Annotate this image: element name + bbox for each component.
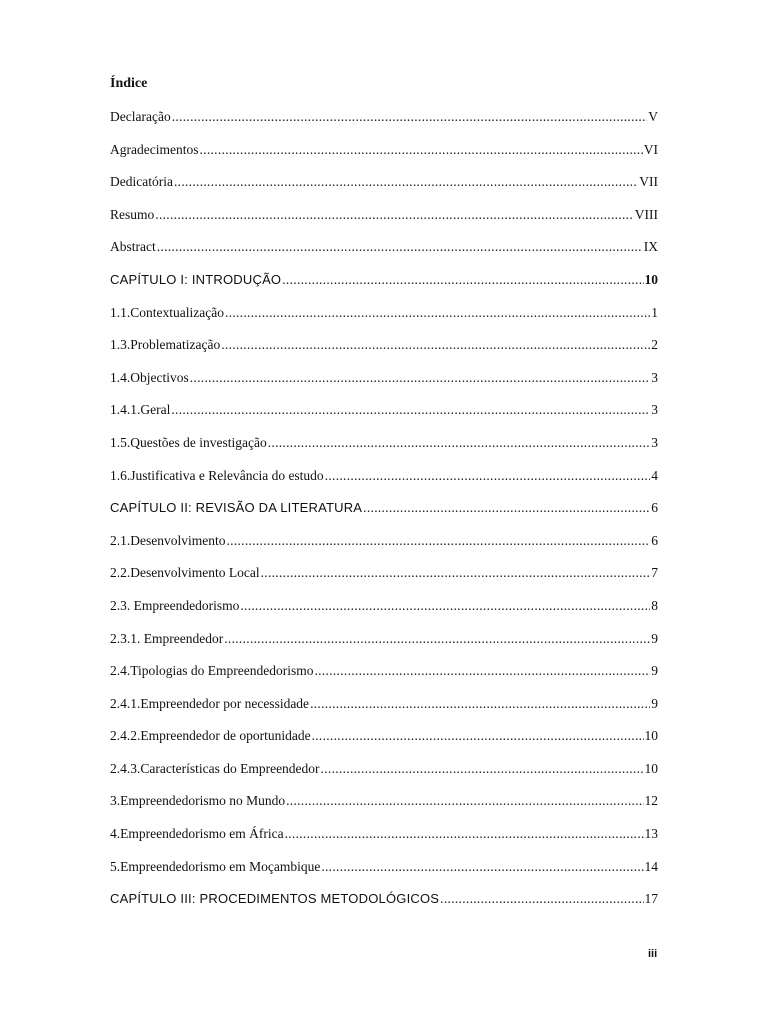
toc-entry-page-number: 4 [651,467,658,483]
toc-entry[interactable] [110,858,658,891]
toc-entry-label: 1.5.Questões de investigação [110,434,267,450]
toc-title: Índice [110,76,148,91]
toc-entry-page-number: 12 [644,793,658,809]
toc-entry[interactable] [110,108,658,141]
toc-entry-page-number: VIII [634,206,658,222]
toc-entry[interactable] [110,369,658,402]
toc-dot-leader [224,630,650,648]
toc-entry-label: 2.4.2.Empreendedor de oportunidade [110,728,311,744]
toc-dot-leader [363,499,650,517]
toc-dot-leader [226,532,650,550]
toc-entry-label: 1.4.1.Geral [110,402,171,418]
toc-dot-leader [225,304,650,322]
toc-entry[interactable] [110,304,658,337]
toc-entry[interactable] [110,630,658,663]
toc-entry-page-number: 8 [651,597,658,613]
toc-entry-label: 5.Empreendedorismo em Moçambique [110,858,321,874]
toc-entry[interactable] [110,564,658,597]
toc-dot-leader [282,271,643,289]
toc-entry-label: 4.Empreendedorismo em África [110,826,284,842]
toc-entry-label: Declaração [110,109,171,124]
toc-entry-page-number: 7 [651,565,658,581]
toc-entry-page-number: 14 [644,858,658,874]
toc-entry[interactable] [110,662,658,695]
toc-entry[interactable] [110,695,658,728]
toc-dot-leader [321,760,644,778]
toc-dot-leader [174,173,638,191]
toc-dot-leader [440,890,643,908]
toc-dot-leader [190,369,651,387]
toc-dot-leader [199,141,642,159]
toc-entry-page-number: IX [643,239,658,255]
toc-entry-page-number: VII [639,174,658,190]
toc-entry[interactable] [110,760,658,793]
toc-entry-page-number: 10 [644,271,658,287]
toc-entry-label: 2.4.Tipologias do Empreendedorismo [110,663,314,679]
toc-entry-label: Agradecimentos [110,141,199,157]
toc-entry-label: Resumo [110,206,155,222]
toc-entry[interactable] [110,271,658,304]
toc-entry[interactable] [110,238,658,271]
toc-entry-page-number: 3 [651,369,658,385]
toc-dot-leader [221,336,650,354]
toc-entry-page-number: 10 [644,728,658,744]
toc-entry-label: 2.2.Desenvolvimento Local [110,565,260,581]
toc-entry-page-number: 10 [644,760,658,776]
toc-entry[interactable] [110,499,658,532]
toc-dot-leader [172,108,648,126]
toc-entry-label: 2.4.1.Empreendedor por necessidade [110,695,310,711]
toc-entry-page-number: 1 [651,304,658,320]
toc-entry-page-number: 9 [651,630,658,646]
toc-entry[interactable] [110,825,658,858]
toc-entry[interactable] [110,727,658,760]
toc-entry-page-number: 2 [651,337,658,353]
toc-entry[interactable] [110,890,658,923]
toc-entry-label: CAPÍTULO I: INTRODUÇÃO [110,271,282,287]
toc-entry[interactable] [110,467,658,500]
toc-entry-label: 2.3.1. Empreendedor [110,630,224,646]
toc-entry-page-number: 17 [644,891,658,907]
toc-entry-label: 1.3.Problematização [110,337,221,353]
toc-dot-leader [261,564,651,582]
toc-entry[interactable] [110,792,658,825]
toc-entry-page-number: 3 [651,434,658,450]
toc-entry-label: 2.1.Desenvolvimento [110,532,226,548]
toc-dot-leader [285,825,644,843]
toc-dot-leader [312,727,644,745]
toc-entry[interactable] [110,141,658,174]
toc-entry-page-number: 6 [651,532,658,548]
toc-entry-page-number: 13 [644,826,658,842]
table-of-contents [110,108,658,923]
toc-dot-leader [315,662,651,680]
toc-entry-page-number: 9 [651,695,658,711]
toc-entry-page-number: V [648,109,658,124]
toc-entry-page-number: VI [643,141,658,157]
toc-entry-label: CAPÍTULO III: PROCEDIMENTOS METODOLÓGICOS [110,891,440,907]
toc-dot-leader [321,858,643,876]
toc-entry[interactable] [110,173,658,206]
toc-entry[interactable] [110,597,658,630]
toc-entry-page-number: 9 [651,663,658,679]
toc-dot-leader [325,467,651,485]
toc-entry[interactable] [110,206,658,239]
toc-entry-label: 2.3. Empreendedorismo [110,597,240,613]
toc-dot-leader [155,206,633,224]
toc-entry-label: 3.Empreendedorismo no Mundo [110,793,286,809]
toc-entry-page-number: 3 [651,402,658,418]
toc-entry[interactable] [110,336,658,369]
toc-entry-label: CAPÍTULO II: REVISÃO DA LITERATURA [110,500,363,516]
toc-entry-label: Dedicatória [110,174,173,190]
toc-dot-leader [268,434,651,452]
toc-entry[interactable] [110,532,658,565]
toc-entry-label: Abstract [110,239,156,255]
toc-entry[interactable] [110,401,658,434]
toc-entry-page-number: 6 [651,500,658,516]
toc-dot-leader [240,597,650,615]
page-number-footer: iii [648,948,658,960]
toc-entry-label: 1.4.Objectivos [110,369,189,385]
toc-dot-leader [171,401,650,419]
toc-entry[interactable] [110,434,658,467]
toc-dot-leader [310,695,650,713]
toc-dot-leader [286,792,643,810]
toc-dot-leader [157,238,643,256]
toc-entry-label: 1.6.Justificativa e Relevância do estudo [110,467,324,483]
toc-entry-label: 1.1.Contextualização [110,304,224,320]
toc-entry-label: 2.4.3.Características do Empreendedor [110,760,320,776]
